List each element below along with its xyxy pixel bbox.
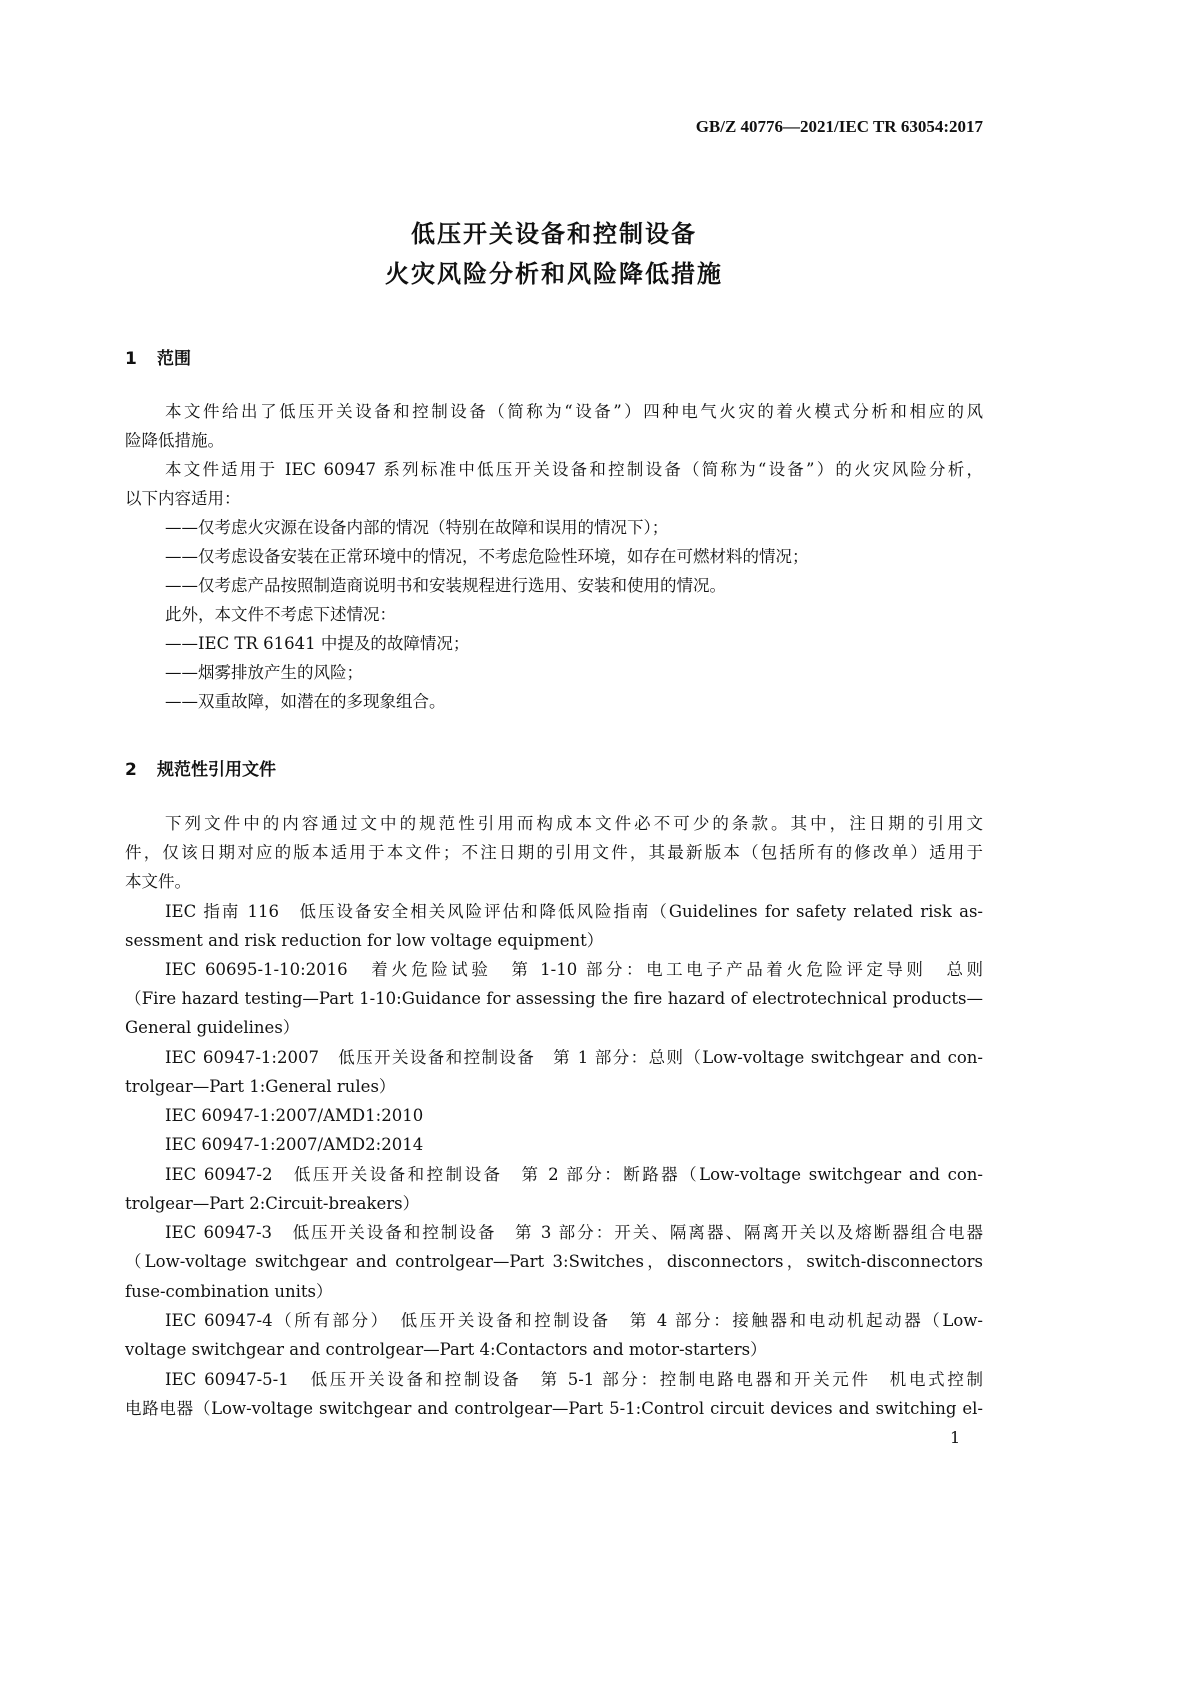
reference-line: （Fire hazard testing—Part 1-10:Guidance for assessing the fire hazard of electrotechnical products— (125, 989, 983, 1008)
section-2-heading (125, 755, 276, 780)
paragraph-line: 本文件给出了低压开关设备和控制设备（简称为“设备”）四种电气火灾的着火模式分析和相应的风 (165, 402, 983, 421)
document-title-line-2: 火灾风险分析和风险降低措施 (385, 260, 723, 288)
reference-line: fuse-combination units） (125, 1282, 333, 1301)
paragraph-line: 下列文件中的内容通过文中的规范性引用而构成本文件必不可少的条款。其中，注日期的引用文 (165, 814, 983, 833)
list-item: ——烟雾排放产生的风险； (165, 663, 363, 682)
list-item: ——仅考虑火灾源在设备内部的情况（特别在故障和误用的情况下）； (165, 518, 669, 537)
reference-line: IEC 60947-1:2007/AMD2:2014 (165, 1135, 424, 1154)
paragraph-line: 本文件。 (125, 872, 191, 891)
reference-line: IEC 60947-2 低压开关设备和控制设备 第 2 部分：断路器（Low-voltage switchgear and con- (165, 1165, 983, 1184)
paragraph-line: 本文件适用于 IEC 60947 系列标准中低压开关设备和控制设备（简称为“设备”）的火灾风险分析， (165, 460, 983, 479)
paragraph-line: 件，仅该日期对应的版本适用于本文件；不注日期的引用文件，其最新版本（包括所有的修改单）适用于 (125, 843, 983, 862)
reference-line: 电路电器（Low-voltage switchgear and controlgear—Part 5-1:Control circuit devices and switching el- (125, 1399, 983, 1418)
reference-line: trolgear—Part 2:Circuit-breakers） (125, 1194, 420, 1213)
reference-line: IEC 60695-1-10:2016 着火危险试验 第 1-10 部分：电工电子产品着火危险评定导则 总则 (165, 960, 983, 979)
reference-line: General guidelines） (125, 1018, 300, 1037)
reference-line: voltage switchgear and controlgear—Part 4:Contactors and motor-starters） (125, 1340, 767, 1359)
reference-line: IEC 60947-4（所有部分） 低压开关设备和控制设备 第 4 部分：接触器和电动机起动器（Low- (165, 1311, 983, 1330)
reference-line: IEC 60947-1:2007 低压开关设备和控制设备 第 1 部分：总则（Low-voltage switchgear and con- (165, 1048, 983, 1067)
standard-number-header: GB/Z 40776—2021/IEC TR 63054:2017 (695, 117, 983, 136)
list-item: ——IEC TR 61641 中提及的故障情况； (165, 634, 470, 653)
reference-line: IEC 60947-3 低压开关设备和控制设备 第 3 部分：开关、隔离器、隔离开关以及熔断器组合电器 (165, 1223, 983, 1242)
reference-line: sessment and risk reduction for low voltage equipment） (125, 931, 604, 950)
section-1-heading (125, 344, 191, 369)
paragraph-line: 以下内容适用： (125, 489, 241, 508)
document-title-line-1: 低压开关设备和控制设备 (411, 220, 697, 248)
section-number: 2 (125, 760, 137, 780)
page-number: 1 (950, 1428, 961, 1447)
reference-line: （Low-voltage switchgear and controlgear—Part 3:Switches，disconnectors，switch-disconnectors (125, 1252, 983, 1271)
section-title: 范围 (157, 349, 191, 369)
paragraph-line: 险降低措施。 (125, 431, 224, 450)
section-number: 1 (125, 349, 137, 369)
paragraph-line: 此外，本文件不考虑下述情况： (165, 605, 396, 624)
reference-line: IEC 指南 116 低压设备安全相关风险评估和降低风险指南（Guidelines for safety related risk as- (165, 902, 983, 921)
reference-line: IEC 60947-1:2007/AMD1:2010 (165, 1106, 424, 1125)
list-item: ——仅考虑产品按照制造商说明书和安装规程进行选用、安装和使用的情况。 (165, 576, 726, 595)
section-title: 规范性引用文件 (157, 760, 276, 780)
list-item: ——仅考虑设备安装在正常环境中的情况，不考虑危险性环境，如存在可燃材料的情况； (165, 547, 809, 566)
list-item: ——双重故障，如潜在的多现象组合。 (165, 692, 446, 711)
reference-line: trolgear—Part 1:General rules） (125, 1077, 396, 1096)
reference-line: IEC 60947-5-1 低压开关设备和控制设备 第 5-1 部分：控制电路电器和开关元件 机电式控制 (165, 1370, 983, 1389)
